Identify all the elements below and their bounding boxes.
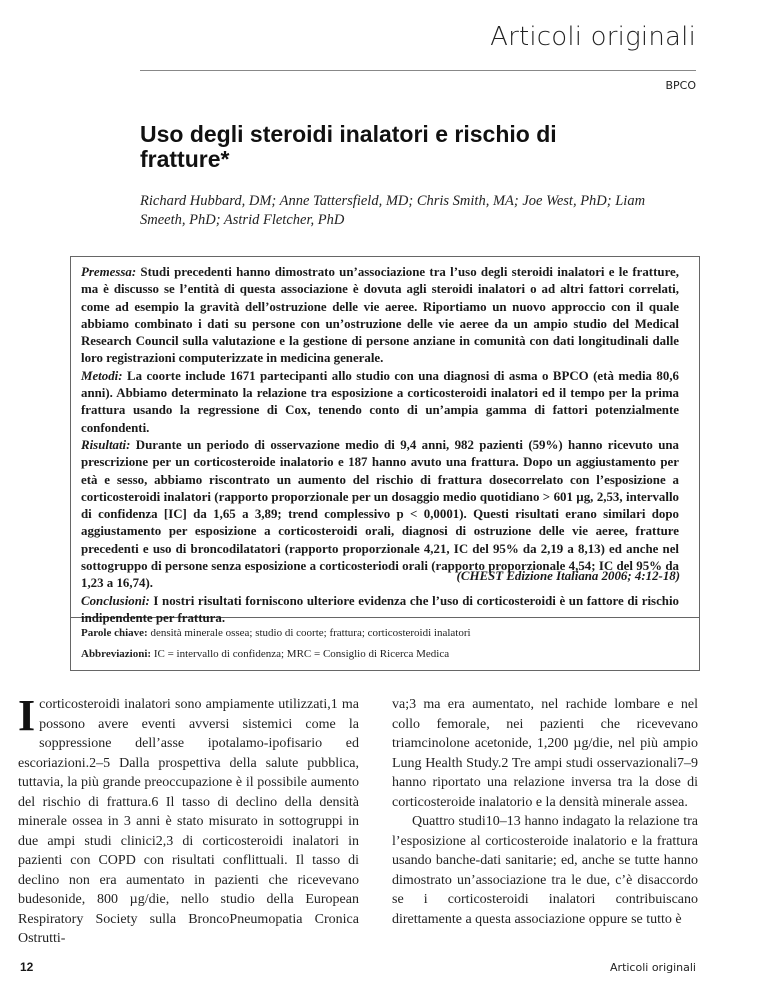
citation: (CHEST Edizione Italiana 2006; 4:12-18)	[456, 569, 680, 583]
keywords	[81, 627, 471, 639]
footer-label: Articoli originali	[610, 961, 696, 974]
abbreviations-label: Abbreviazioni:	[81, 648, 152, 660]
article-authors: Richard Hubbard, DM; Anne Tattersfield, MD; Chris Smith, MA; Joe West, PhD; Liam Smeeth, PhD; Astrid Fletcher, PhD	[140, 193, 646, 228]
body-column-right	[392, 695, 698, 929]
header-rule	[140, 70, 696, 71]
subsection-label: BPCO	[665, 79, 696, 92]
page-number: 12	[20, 960, 34, 974]
metodi-text: La coorte include 1671 partecipanti allo studio con una diagnosi di asma o BPCO (età media 80,6 anni). Abbiamo determinato la relazione tra esposizione a corticosteroidi inalatori ed il tempo per la prima frattura usando la regressione di Cox, tenendo conto di un’ampia gamma di fattori potenzialmente confondenti.	[81, 368, 679, 435]
keywords-label: Parole chiave:	[81, 627, 148, 639]
premessa-text: Studi precedenti hanno dimostrato un’associazione tra l’uso degli steroidi inalatori e le fratture, ma è discusso se l’entità di questa associazione è dovuta agli steroidi inalatori o ad altri fattori correlati, come ad esempio la gravità dell’ostruzione delle vie aeree. Riportiamo un nuovo approccio con il quale abbiamo combinato i dati su persone con un’ostruzione delle vie aeree da un ampio studio del Medical Research Council sulla valutazione e la gestione di persone anziane in comunità con dati longitudinali dalle loro registrazioni computerizzate in medicina generale.	[81, 265, 679, 366]
abbreviations-text: IC = intervallo di confidenza; MRC = Consiglio di Ricerca Medica	[151, 648, 450, 660]
drop-cap: I	[18, 691, 36, 740]
keywords-box	[70, 616, 700, 671]
risultati-text: Durante un periodo di osservazione medio di 9,4 anni, 982 pazienti (59%) hanno ricevuto una prescrizione per un corticosteroide inalatorio e 187 hanno avuto una frattura. Dopo un aggiustamento per età e sesso, abbiamo riscontrato un aumento del rischio di frattura dosecorrelato con l’esposizione a corticosteroidi inalatori (rapporto proporzionale per un dosaggio medio quotidiano > 601 µg, 2,53, intervallo di confidenza [IC] da 1,65 a 3,89; trend complessivo p < 0,0001). Questi risultati erano similari dopo aggiustamento per esposizione a corticosteroidi orali, diagnosi di ostruzione delle vie aeree, fratture precedenti e uso di broncodilatatori (rapporto proporzionale 4,21, IC del 95% da 2,19 a 8,13) ed anche nel sottogruppo di persone senza esposizione a corticosteriodi orali (rapporto proporzionale 4,54; IC del 95% da 1,23 a 16,74).	[81, 437, 679, 591]
keywords-text: densità minerale ossea; studio di coorte; frattura; corticosteroidi inalatori	[147, 627, 471, 639]
body-col2-paragraph-2: Quattro studi10–13 hanno indagato la relazione tra l’esposizione al corticosteroide inalatorio e la frattura usando banche-dati sanitarie; ed, anche se tutte hanno dimostrato un’associazione tra le due, c’è disaccordo se i corticosteroidi inalatori contribuiscano direttamente a questa associazione oppure se tutto è	[392, 814, 698, 927]
article-title: Uso degli steroidi inalatori e rischio di fratture*	[140, 121, 557, 172]
metodi-label: Metodi:	[81, 368, 123, 383]
section-title: Articoli originali	[490, 22, 696, 52]
conclusioni-text: I nostri risultati forniscono ulteriore evidenza che l’uso di corticosteroidi è un fattore di rischio indipendente per frattura.	[81, 593, 679, 625]
risultati-label: Risultati:	[81, 437, 131, 452]
body-col1-text: corticosteroidi inalatori sono ampiamente utilizzati,1 ma possono avere eventi avversi sistemici come la soppressione dell’asse ipotalamo-ipofisario ed escoriazioni.2–5 Dalla prospettiva della salute pubblica, tuttavia, la più grande preoccupazione è il possibile aumento del rischio di frattura.6 Il tasso di declino della densità minerale ossea in 3 anni è stato misurato in sottogruppi in due ampi studi clinici2,3 di corticosteroidi inalatori in pazienti con COPD con risultati conflittuali. Il tasso di declino non era aumentato in pazienti che ricevevano budesonide, 800 µg/die, nello studio della European Respiratory Society sulla BroncoPneumopatia Cronica Ostrutti-	[18, 697, 359, 946]
body-column-left	[18, 691, 359, 949]
premessa-label: Premessa:	[81, 265, 137, 279]
body-col2-paragraph-1: va;3 ma era aumentato, nel rachide lombare e nel collo femorale, nei pazienti che ricevevano triamcinolone acetonide, 1,200 µg/die, nel più ampio Lung Health Study.2 Tre ampi studi osservazionali7–9 hanno riportato una relazione inversa tra la dose di corticosteroide inalatorio e la densità minerale assea.	[392, 697, 698, 810]
abbreviations	[81, 648, 449, 660]
conclusioni-label: Conclusioni:	[81, 593, 150, 608]
